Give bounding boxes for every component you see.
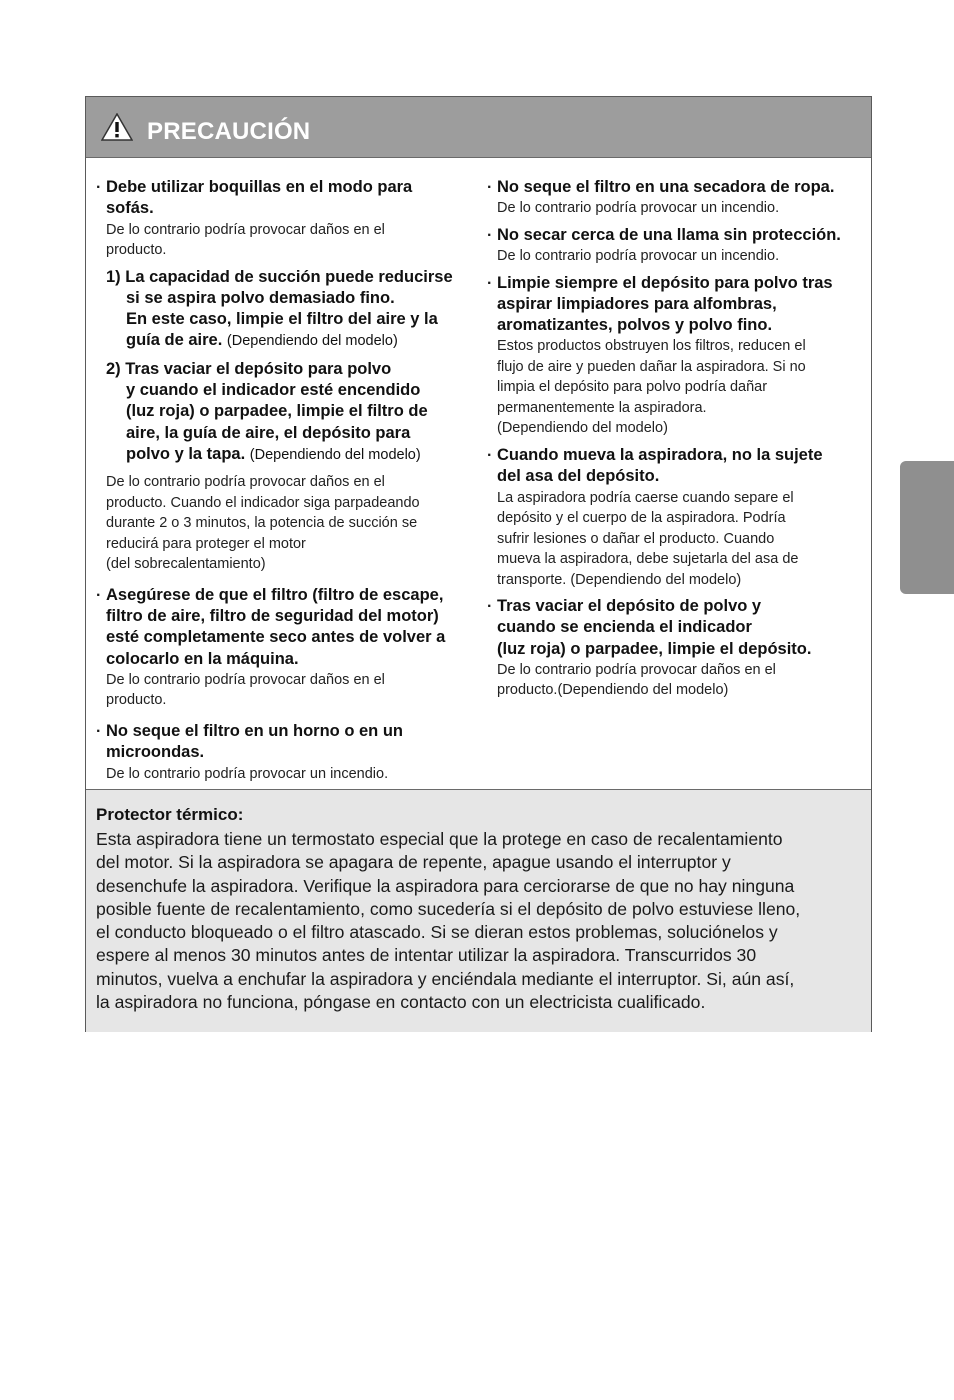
body-line: producto. Cuando el indicador siga parpadeando [106,494,420,511]
heading-line: del asa del depósito. [497,467,660,486]
sub-line: En este caso, limpie el filtro del aire y la [126,310,438,329]
right-column [487,177,867,707]
heading-line: filtro de aire, filtro de seguridad del motor) [106,607,439,626]
thermal-line: del motor. Si la aspiradora se apagara de repente, apague usando el interruptor y [96,852,731,873]
thermal-line: desenchufe la aspiradora. Verifique la aspiradora para cerciorarse de que no hay ninguna [96,875,795,896]
body-line: producto. [106,242,167,259]
item-body [487,488,867,591]
caution-item-clean-container [487,273,867,439]
caution-item-carry-handle [487,445,867,590]
language-side-tab [900,461,954,594]
body-line: reducirá para proteger el motor [106,535,306,552]
caution-box [85,96,872,1032]
sub-line: 2) Tras vaciar el depósito para polvo [106,359,392,378]
body-line: limpia el depósito para polvo podría dañar [497,379,768,396]
item-heading [487,273,867,337]
heading-line: sofás. [106,199,154,218]
thermal-line: espere al menos 30 minutos antes de intentar utilizar la aspiradora. Transcurridos 30 [96,945,757,966]
heading-line: Limpie siempre el depósito para polvo tras [497,273,833,292]
caution-item-no-oven [96,721,474,784]
thermal-title: Protector térmico: [96,805,244,824]
item-heading: No seque el filtro en una secadora de ropa. [497,178,835,196]
heading-line: (luz roja) o parpadee, limpie el depósito. [497,639,812,658]
body-line: La aspiradora podría caerse cuando separe el [497,489,794,506]
item-body [96,472,474,575]
body-line: flujo de aire y pueden dañar la aspiradora. Si no [497,358,806,375]
heading-line: Asegúrese de que el filtro (filtro de escape, [106,585,444,604]
body-line: De lo contrario podría provocar daños en el [106,221,385,238]
sub-line: aire, la guía de aire, el depósito para [126,423,411,442]
heading-line: Tras vaciar el depósito de polvo y [497,597,762,616]
body-line: (del sobrecalentamiento) [106,556,266,573]
heading-line: No seque el filtro en un horno o en un [106,721,403,740]
sub-line [106,330,474,352]
item-body: De lo contrario podría provocar un incendio. [497,200,780,217]
heading-line: Cuando mueva la aspiradora, no la sujete [497,445,823,464]
model-note: (Dependiendo del modelo) [249,446,421,463]
item-heading [96,585,474,670]
caution-title: PRECAUCIÓN [147,118,311,145]
caution-item-no-dryer [487,177,867,219]
item-heading: No secar cerca de una llama sin protección. [497,225,841,244]
body-line: De lo contrario podría provocar daños en el [497,661,776,678]
body-line: De lo contrario podría provocar un incendio. [106,765,389,782]
heading-line: colocarlo en la máquina. [106,649,299,668]
body-line: producto.(Dependiendo del modelo) [497,682,729,699]
bullet: · [487,598,493,616]
caution-header [86,97,871,158]
sub-line: 1) La capacidad de succión puede reducirse [106,267,453,286]
thermal-line: minutos, vuelva a enchufar la aspiradora y enciéndala mediante el interruptor. Si, aún así, [96,968,795,989]
sub-line: y cuando el indicador esté encendido [126,381,421,400]
thermal-line: posible fuente de recalentamiento, como sucedería si el depósito de polvo estuviese lleno, [96,898,801,919]
bullet: · [487,226,493,244]
item-body [96,670,474,711]
caution-item-dry-filter [96,585,474,711]
item-body [487,336,867,439]
warning-triangle-icon [101,113,133,141]
sub-line-text: polvo y la tapa. [126,444,246,463]
thermal-line: el conducto bloqueado o el filtro atascado. Si se dieran estos problemas, soluciónelos y [96,922,778,943]
caution-item-indicator [487,596,867,701]
bullet: · [96,722,102,740]
left-column [96,177,474,790]
body-line: mueva la aspiradora, debe sujetarla del asa de [497,551,799,568]
thermal-line: Esta aspiradora tiene un termostato especial que la protege en caso de recalentamiento [96,829,783,849]
heading-line: aspirar limpiadores para alfombras, [497,294,777,313]
item-body [96,764,474,785]
caution-item-no-flame [487,225,867,267]
body-line: De lo contrario podría provocar daños en el [106,671,385,688]
item-body [487,660,867,701]
model-note: (Dependiendo del modelo) [226,333,398,350]
item-heading [96,721,474,764]
heading-line: cuando se encienda el indicador [497,618,752,637]
thermal-line: la aspiradora no funciona, póngase en contacto con un electricista cualificado. [96,992,706,1013]
thermal-text [96,828,866,1014]
item-body [96,220,474,261]
bullet: · [96,179,102,196]
body-line: transporte. (Dependiendo del modelo) [497,571,742,588]
sub-line-text: guía de aire. [126,331,223,350]
bullet: · [487,274,493,292]
body-line: (Dependiendo del modelo) [497,420,668,437]
item-body: De lo contrario podría provocar un incendio. [497,248,780,265]
body-line: permanentemente la aspiradora. [497,399,707,416]
sub-line: si se aspira polvo demasiado fino. [126,288,395,307]
body-line: depósito y el cuerpo de la aspiradora. Podría [497,510,786,527]
sub-item-1 [96,267,474,353]
heading-line: Debe utilizar boquillas en el modo para [106,178,413,196]
sub-line: (luz roja) o parpadee, limpie el filtro de [126,402,428,421]
item-heading [96,177,474,220]
sub-line [106,444,474,466]
bullet: · [487,179,493,196]
heading-line: aromatizantes, polvos y polvo fino. [497,316,773,335]
heading-line: esté completamente seco antes de volver a [106,628,446,647]
body-line: producto. [106,692,167,709]
item-heading [487,596,867,660]
sub-item-2 [96,359,474,466]
body-line: sufrir lesiones o dañar el producto. Cuando [497,530,775,547]
body-line: durante 2 o 3 minutos, la potencia de succión se [106,515,418,532]
thermal-protector-section [86,789,871,1032]
caution-item-sofa-nozzle [96,177,474,575]
body-line: Estos productos obstruyen los filtros, reducen el [497,338,806,355]
item-heading [487,445,867,488]
heading-line: microondas. [106,743,205,762]
bullet: · [96,586,102,604]
body-line: De lo contrario podría provocar daños en el [106,474,385,491]
bullet: · [487,446,493,464]
